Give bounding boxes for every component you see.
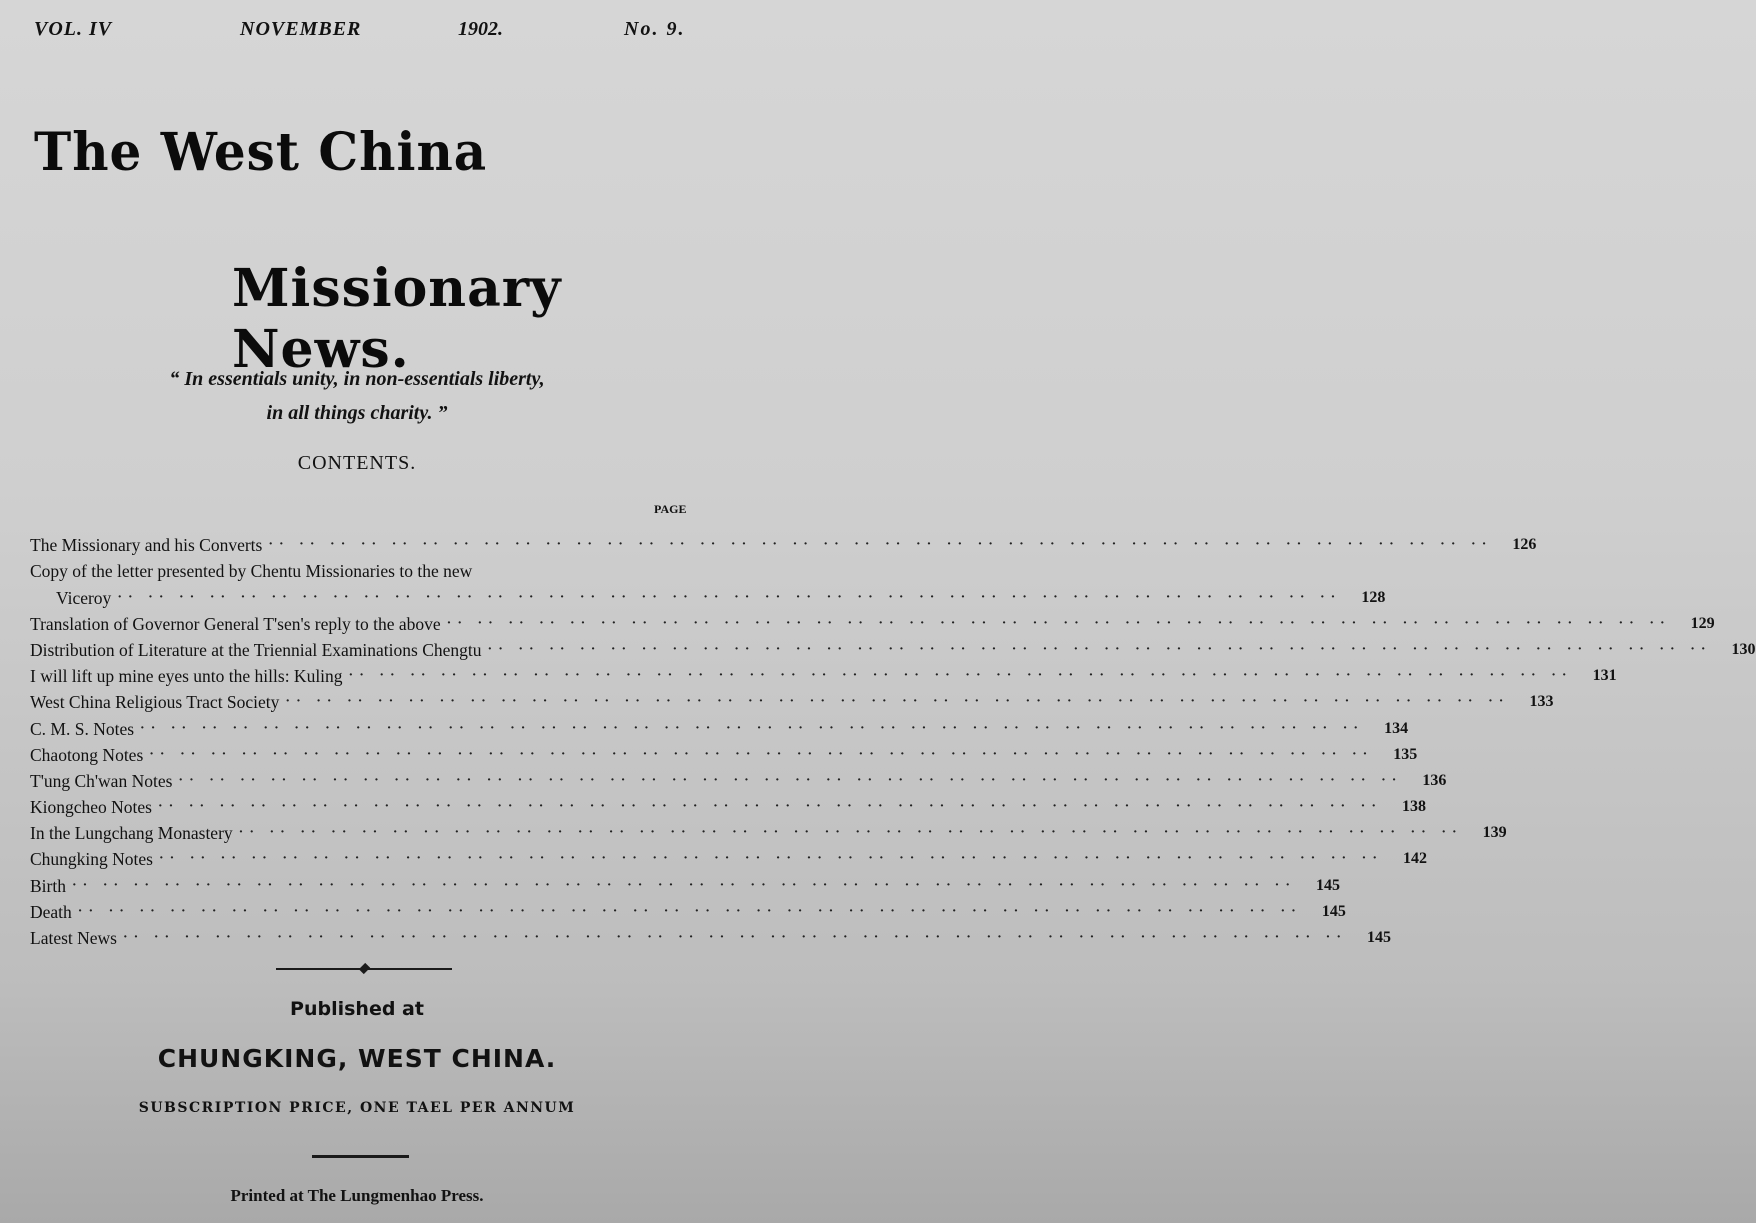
toc-entry-page: 129 bbox=[1690, 614, 1715, 632]
masthead-title-line2: Missionary News. bbox=[232, 258, 562, 380]
toc-entry-page: 126 bbox=[1512, 536, 1537, 554]
printer-credit: Printed at The Lungmenhao Press. bbox=[230, 1186, 484, 1205]
toc-entry-page: 134 bbox=[1384, 719, 1409, 737]
toc-entry-title: West China Religious Tract Society bbox=[30, 692, 280, 713]
toc-entry-page: 145 bbox=[1321, 902, 1346, 920]
toc-leader-dots: ·· ·· ·· ·· ·· ·· ·· ·· ·· ·· ·· ·· ·· ·· ·· ·· ·· ·· ·· ·· ·· ·· ·· ·· ·· ·· ·· ·· ·· ·· ·· ·· ·· ·· ·· ·· ·· ·· ·· ·· bbox=[140, 720, 1365, 736]
toc-leader-dots: ·· ·· ·· ·· ·· ·· ·· ·· ·· ·· ·· ·· ·· ·· ·· ·· ·· ·· ·· ·· ·· ·· ·· ·· ·· ·· ·· ·· ·· ·· ·· ·· ·· ·· ·· ·· ·· ·· ·· ·· bbox=[178, 772, 1403, 788]
toc-entry bbox=[30, 923, 1392, 949]
toc-leader-dots: ·· ·· ·· ·· ·· ·· ·· ·· ·· ·· ·· ·· ·· ·· ·· ·· ·· ·· ·· ·· ·· ·· ·· ·· ·· ·· ·· ·· ·· ·· ·· ·· ·· ·· ·· ·· ·· ·· ·· ·· bbox=[71, 877, 1296, 893]
subscription-price: SUBSCRIPTION PRICE, ONE TAEL PER ANNUM bbox=[138, 1100, 576, 1116]
toc-entry-title: T'ung Ch'wan Notes bbox=[30, 770, 173, 791]
toc-entry bbox=[30, 818, 1507, 844]
toc-entry bbox=[30, 530, 1537, 556]
toc-entry bbox=[30, 635, 1756, 661]
toc-leader-dots: ·· ·· ·· ·· ·· ·· ·· ·· ·· ·· ·· ·· ·· ·· ·· ·· ·· ·· ·· ·· ·· ·· ·· ·· ·· ·· ·· ·· ·· ·· ·· ·· ·· ·· ·· ·· ·· ·· ·· ·· bbox=[123, 930, 1348, 945]
toc-entry-title: Translation of Governor General T'sen's reply to the above bbox=[30, 613, 441, 634]
toc-entry-title: The Missionary and his Converts bbox=[30, 535, 263, 556]
page-column-label: PAGE bbox=[654, 502, 687, 516]
toc-entry bbox=[30, 792, 1427, 818]
toc-entry-title: Copy of the letter presented by Chentu Missionaries to the new bbox=[30, 561, 473, 582]
toc-entry-page: 135 bbox=[1393, 745, 1418, 763]
toc-entry-title: Viceroy bbox=[56, 587, 112, 608]
toc-entry-page: 139 bbox=[1482, 824, 1507, 842]
toc-entry-title: Chungking Notes bbox=[30, 849, 153, 870]
toc-entry-title: Chaotong Notes bbox=[30, 744, 144, 765]
toc-leader-dots: ·· ·· ·· ·· ·· ·· ·· ·· ·· ·· ·· ·· ·· ·· ·· ·· ·· ·· ·· ·· ·· ·· ·· ·· ·· ·· ·· ·· ·· ·· ·· ·· ·· ·· ·· ·· ·· ·· ·· ·· bbox=[446, 615, 1671, 631]
toc-entry bbox=[30, 582, 1386, 608]
toc-leader-dots: ·· ·· ·· ·· ·· ·· ·· ·· ·· ·· ·· ·· ·· ·· ·· ·· ·· ·· ·· ·· ·· ·· ·· ·· ·· ·· ·· ·· ·· ·· ·· ·· ·· ·· ·· ·· ·· ·· ·· ·· bbox=[158, 799, 1383, 815]
motto-line1: “ In essentials unity, in non-essentials liberty, bbox=[169, 368, 545, 390]
toc-entry bbox=[30, 661, 1617, 687]
toc-entry-page: 133 bbox=[1529, 693, 1554, 711]
toc-entry-title: C. M. S. Notes bbox=[30, 718, 135, 739]
toc-entry-page: 136 bbox=[1422, 771, 1447, 789]
toc-entry-page: 145 bbox=[1316, 876, 1340, 894]
issue-year: 1902. bbox=[458, 18, 503, 40]
contents-heading: CONTENTS. bbox=[297, 452, 417, 474]
toc-entry-title: Birth bbox=[30, 875, 66, 896]
motto-line2: in all things charity. ” bbox=[266, 402, 448, 424]
toc-leader-dots: ·· ·· ·· ·· ·· ·· ·· ·· ·· ·· ·· ·· ·· ·· ·· ·· ·· ·· ·· ·· ·· ·· ·· ·· ·· ·· ·· ·· ·· ·· ·· ·· ·· ·· ·· ·· ·· ·· ·· ·· bbox=[348, 668, 1573, 684]
toc-entry bbox=[30, 740, 1418, 766]
toc-leader-dots: ·· ·· ·· ·· ·· ·· ·· ·· ·· ·· ·· ·· ·· ·· ·· ·· ·· ·· ·· ·· ·· ·· ·· ·· ·· ·· ·· ·· ·· ·· ·· ·· ·· ·· ·· ·· ·· ·· ·· ·· bbox=[159, 851, 1384, 867]
published-at-label: Published at bbox=[290, 998, 424, 1020]
publication-place: CHUNGKING, WEST CHINA. bbox=[157, 1044, 557, 1073]
toc-entry bbox=[30, 609, 1715, 635]
toc-entry bbox=[30, 897, 1346, 923]
toc-entry bbox=[30, 766, 1447, 792]
divider-ornament-icon bbox=[359, 963, 370, 974]
toc-entry bbox=[30, 870, 1340, 896]
toc-entry-title: I will lift up mine eyes unto the hills: Kuling bbox=[30, 666, 343, 687]
toc-leader-dots: ·· ·· ·· ·· ·· ·· ·· ·· ·· ·· ·· ·· ·· ·· ·· ·· ·· ·· ·· ·· ·· ·· ·· ·· ·· ·· ·· ·· ·· ·· ·· ·· ·· ·· ·· ·· ·· ·· ·· ·· bbox=[238, 825, 1463, 841]
toc-entry-title: Distribution of Literature at the Triennial Examinations Chengtu bbox=[30, 639, 482, 660]
toc-leader-dots: ·· ·· ·· ·· ·· ·· ·· ·· ·· ·· ·· ·· ·· ·· ·· ·· ·· ·· ·· ·· ·· ·· ·· ·· ·· ·· ·· ·· ·· ·· ·· ·· ·· ·· ·· ·· ·· ·· ·· ·· bbox=[117, 589, 1342, 605]
masthead-title-line1: The West China bbox=[34, 120, 488, 183]
toc-entry-title: Death bbox=[30, 901, 72, 922]
issue-number: No. 9. bbox=[624, 18, 686, 40]
toc-entry-page: 145 bbox=[1367, 929, 1392, 946]
toc-entry-page: 130 bbox=[1731, 640, 1756, 658]
table-of-contents bbox=[30, 530, 1756, 949]
toc-entry bbox=[30, 844, 1428, 870]
issue-month: NOVEMBER bbox=[240, 18, 362, 40]
toc-entry-title: Kiongcheo Notes bbox=[30, 797, 152, 818]
toc-leader-dots: ·· ·· ·· ·· ·· ·· ·· ·· ·· ·· ·· ·· ·· ·· ·· ·· ·· ·· ·· ·· ·· ·· ·· ·· ·· ·· ·· ·· ·· ·· ·· ·· ·· ·· ·· ·· ·· ·· ·· ·· bbox=[268, 537, 1493, 553]
toc-entry bbox=[30, 556, 690, 582]
toc-leader-dots: ·· ·· ·· ·· ·· ·· ·· ·· ·· ·· ·· ·· ·· ·· ·· ·· ·· ·· ·· ·· ·· ·· ·· ·· ·· ·· ·· ·· ·· ·· ·· ·· ·· ·· ·· ·· ·· ·· ·· ·· bbox=[77, 903, 1302, 919]
toc-entry-page: 138 bbox=[1402, 798, 1427, 816]
toc-leader-dots: ·· ·· ·· ·· ·· ·· ·· ·· ·· ·· ·· ·· ·· ·· ·· ·· ·· ·· ·· ·· ·· ·· ·· ·· ·· ·· ·· ·· ·· ·· ·· ·· ·· ·· ·· ·· ·· ·· ·· ·· bbox=[285, 694, 1510, 710]
toc-entry-title: In the Lungchang Monastery bbox=[30, 823, 233, 844]
short-divider bbox=[312, 1155, 409, 1158]
toc-leader-dots: ·· ·· ·· ·· ·· ·· ·· ·· ·· ·· ·· ·· ·· ·· ·· ·· ·· ·· ·· ·· ·· ·· ·· ·· ·· ·· ·· ·· ·· ·· ·· ·· ·· ·· ·· ·· ·· ·· ·· ·· bbox=[487, 641, 1712, 657]
toc-entry-page: 142 bbox=[1403, 850, 1428, 868]
toc-entry-page: 128 bbox=[1361, 588, 1386, 606]
toc-entry bbox=[30, 687, 1554, 713]
toc-entry-page: 131 bbox=[1592, 667, 1617, 685]
toc-entry bbox=[30, 713, 1409, 739]
volume-label: VOL. IV bbox=[34, 18, 113, 40]
toc-leader-dots: ·· ·· ·· ·· ·· ·· ·· ·· ·· ·· ·· ·· ·· ·· ·· ·· ·· ·· ·· ·· ·· ·· ·· ·· ·· ·· ·· ·· ·· ·· ·· ·· ·· ·· ·· ·· ·· ·· ·· ·· bbox=[149, 746, 1374, 762]
toc-entry-title: Latest News bbox=[30, 928, 117, 948]
